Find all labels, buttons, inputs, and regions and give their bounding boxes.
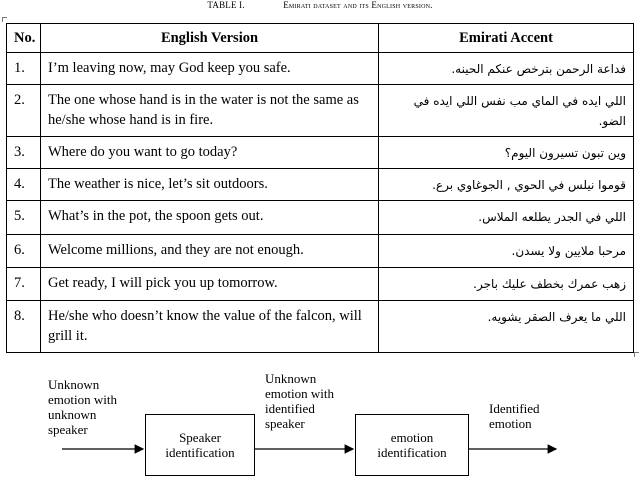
emirati-sentence: اللي ما يعرف الصقر يشويه. (379, 301, 634, 353)
speaker-identification-label: Speaker identification (165, 430, 235, 460)
row-number: 1. (7, 53, 41, 85)
emotion-identification-label: emotion identification (377, 430, 447, 460)
emirati-sentence: فداعة الرحمن بترخص عنكم الحينه. (379, 53, 634, 85)
header-emirati-accent: Emirati Accent (379, 24, 634, 53)
row-number: 7. (7, 267, 41, 300)
input-label: Unknown emotion with unknown speaker (48, 377, 117, 437)
row-number: 6. (7, 234, 41, 267)
english-sentence: Get ready, I will pick you up tomorrow. (41, 267, 379, 300)
english-sentence: Where do you want to go today? (41, 137, 379, 169)
english-sentence: What’s in the pot, the spoon gets out. (41, 201, 379, 234)
emirati-sentence: زهب عمرك بخطف عليك باجر. (379, 267, 634, 300)
english-sentence: The weather is nice, let’s sit outdoors. (41, 169, 379, 201)
english-sentence: I’m leaving now, may God keep you safe. (41, 53, 379, 85)
caption-text: Emirati dataset and its English version. (283, 0, 433, 10)
row-number: 3. (7, 137, 41, 169)
row-number: 4. (7, 169, 41, 201)
emirati-sentence: اللي في الجدر يطلعه الملاس. (379, 201, 634, 234)
output-label: Identified emotion (489, 401, 540, 431)
english-sentence: He/she who doesn’t know the value of the falcon, will grill it. (41, 301, 379, 353)
english-sentence: Welcome millions, and they are not enough. (41, 234, 379, 267)
caption-label: TABLE I. (207, 0, 245, 10)
emirati-sentence: مرحبا ملايين ولا يسدن. (379, 234, 634, 267)
emirati-sentence: اللي ايده في الماي مب نفس اللي ايده في الضو. (379, 85, 634, 137)
intermediate-label: Unknown emotion with identified speaker (265, 371, 334, 431)
header-english-version: English Version (41, 24, 379, 53)
row-number: 5. (7, 201, 41, 234)
row-number: 8. (7, 301, 41, 353)
emirati-sentence: قوموا نيلس في الحوي , الجوغاوي برع. (379, 169, 634, 201)
emirati-sentence: وين تبون تسيرون اليوم؟ (379, 137, 634, 169)
row-number: 2. (7, 85, 41, 137)
header-no: No. (7, 24, 41, 53)
english-sentence: The one whose hand is in the water is not the same as he/she whose hand is in fire. (41, 85, 379, 137)
